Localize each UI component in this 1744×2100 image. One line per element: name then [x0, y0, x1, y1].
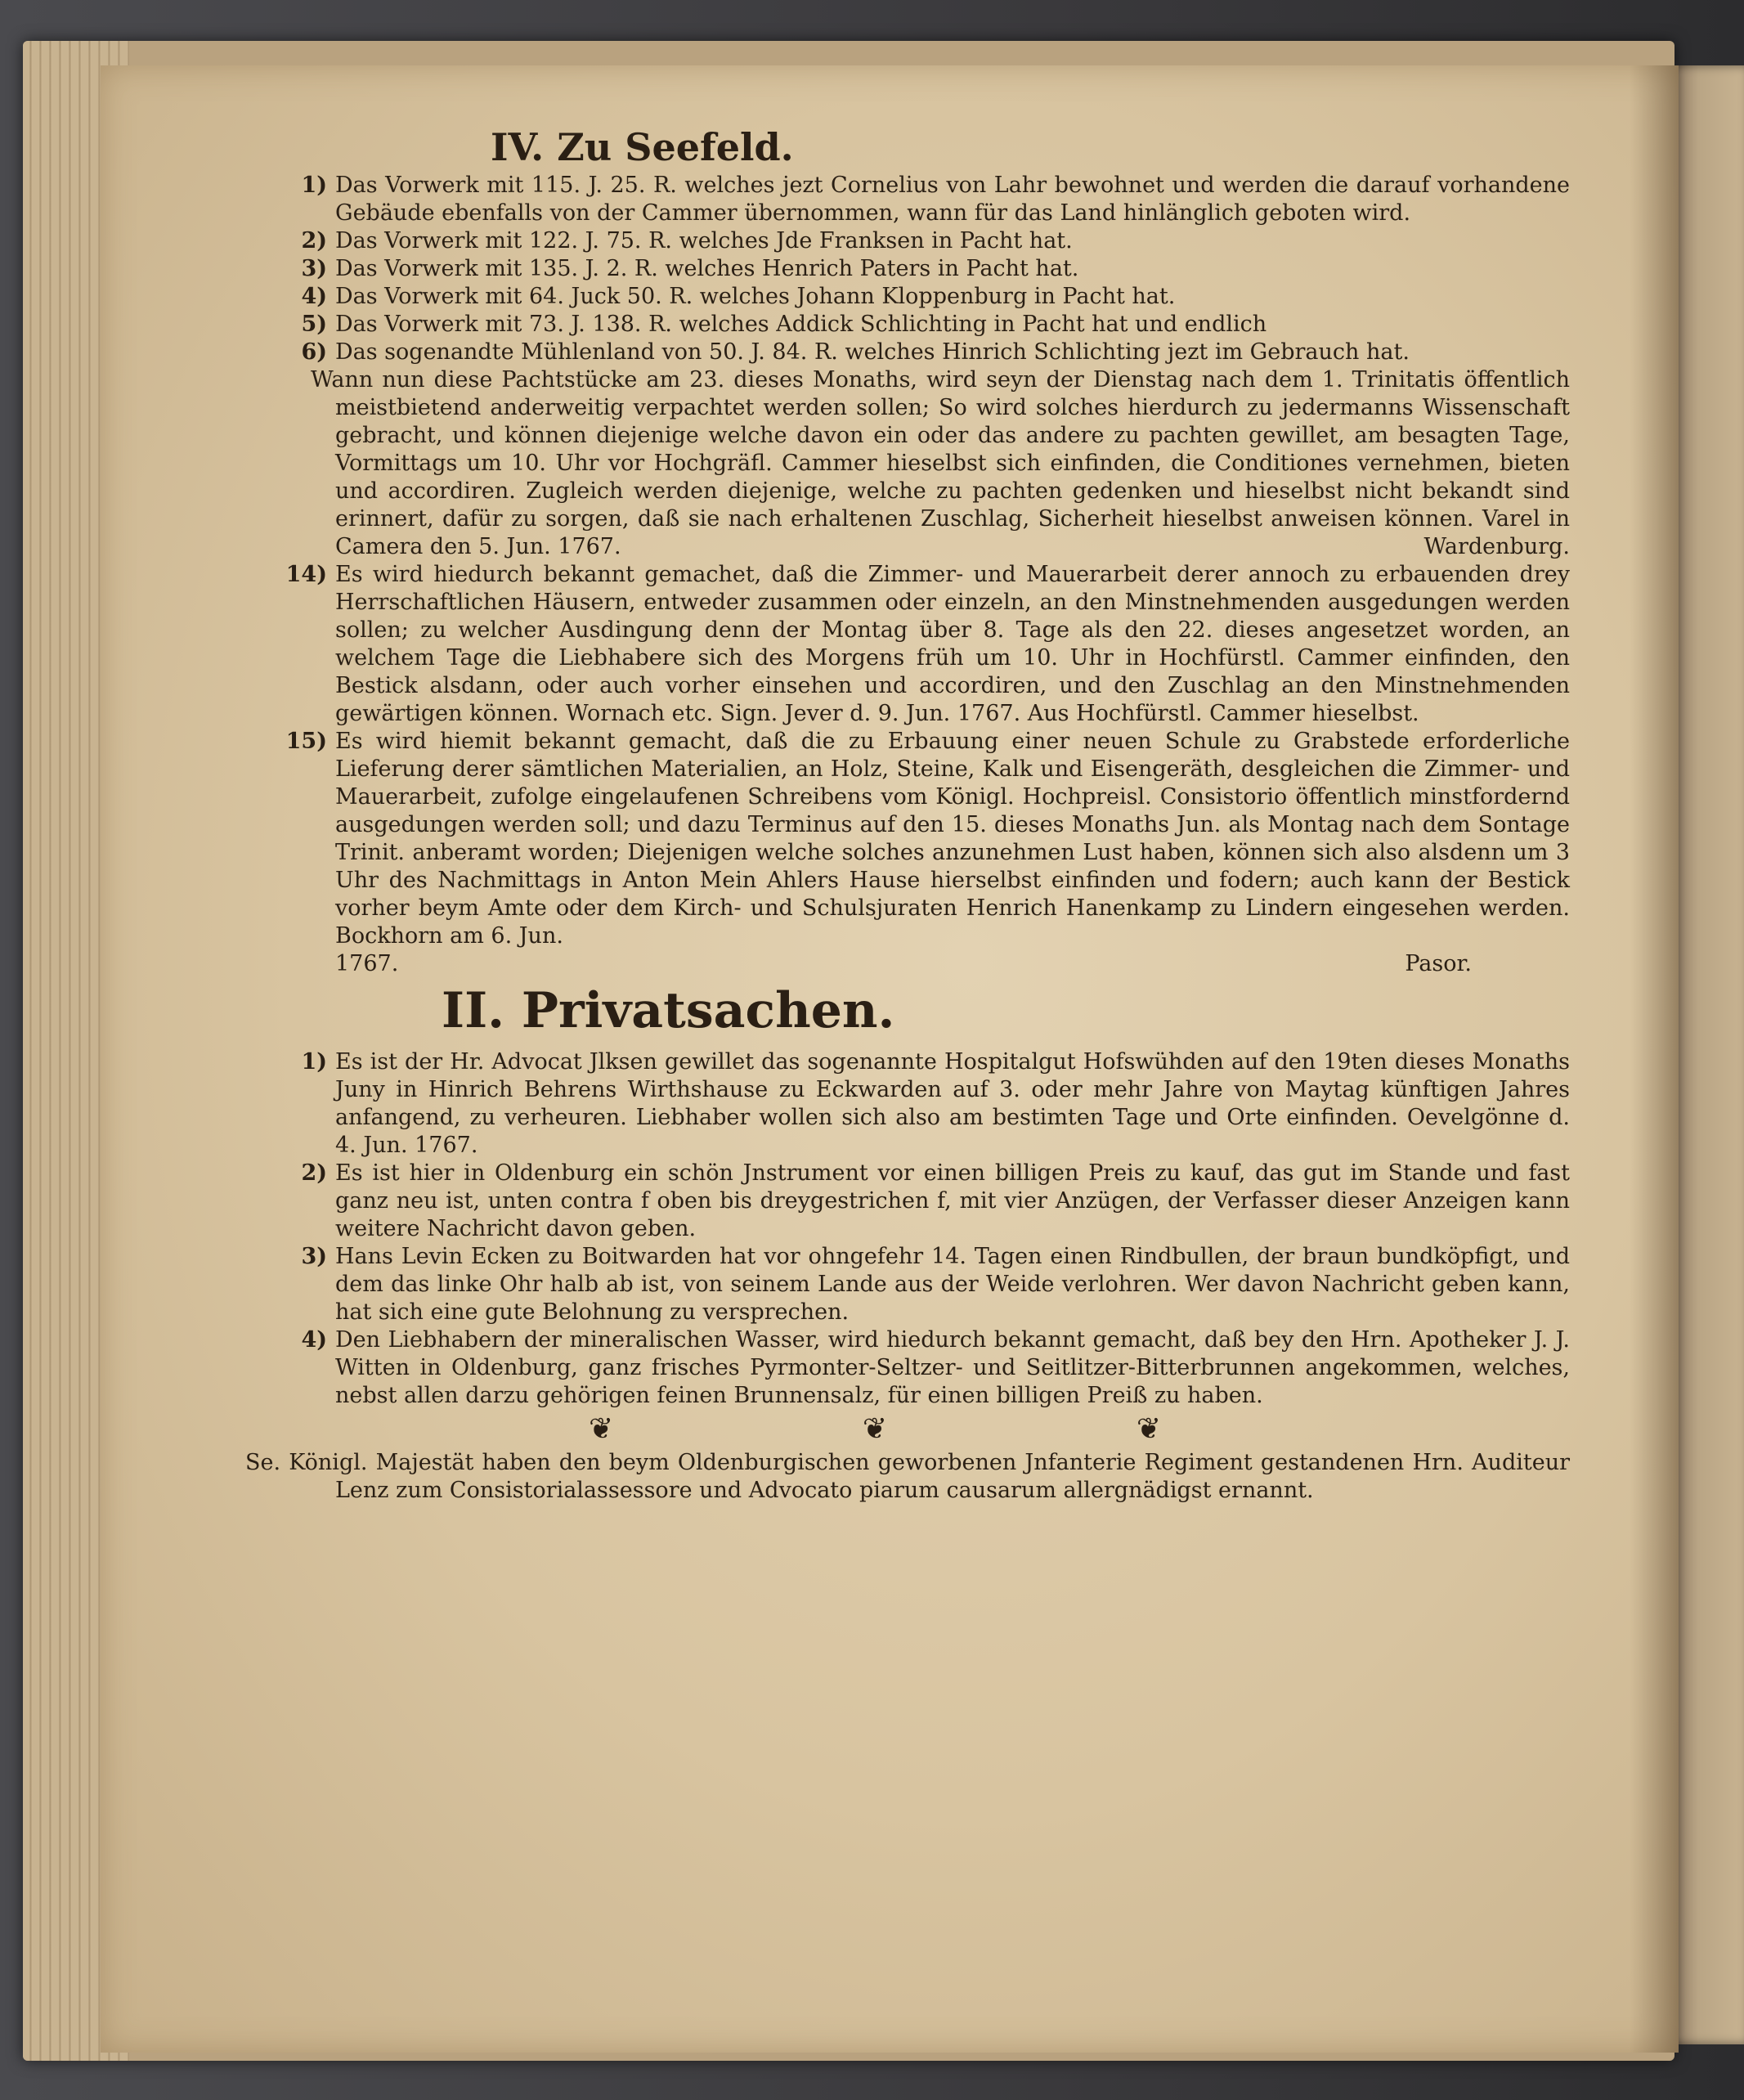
page-content: [245, 123, 1570, 1505]
item-number: 2): [301, 1160, 327, 1186]
item-text: Das Vorwerk mit 73. J. 138. R. welches Addick Schlichting in Pacht hat und endlich: [335, 312, 1267, 337]
private-item: [245, 1326, 1570, 1410]
item-text: Es ist hier in Oldenburg ein schön Jnstrument vor einen billigen Preis zu kauf, das gut im Stande und fast ganz neu ist, unten contra f oben bis dreygestrichen f, mit vier Anzügen, der Verfasser dieser Anzeigen kann weitere Nachricht davon geben.: [335, 1160, 1570, 1241]
notice-15-footer: [245, 950, 1570, 978]
private-item: [245, 1048, 1570, 1160]
notice-number: 15): [285, 729, 327, 754]
item-text: Das Vorwerk mit 64. Juck 50. R. welches Johann Kloppenburg in Pacht hat.: [335, 284, 1176, 309]
notice-signature: Pasor.: [1405, 951, 1472, 976]
item-text: Das Vorwerk mit 115. J. 25. R. welches jezt Cornelius von Lahr bewohnet und werden die darauf vorhandene Gebäude ebenfalls von der Cammer übernommen, wann für das Land hinlänglich geboten wird.: [335, 173, 1570, 226]
item-number: 2): [301, 228, 327, 254]
notice-text: Es wird hiemit bekannt gemacht, daß die zu Erbauung einer neuen Schule zu Grabstede erforderliche Lieferung derer sämtlichen Materialien, an Holz, Steine, Kalk und Eisengeräth, desgleichen die Zimmer- und Mauerarbeit, zufolge eingelaufenen Schreibens vom Königl. Hochpreisl. Consistorio öffentlich minstfordernd ausgedungen werden soll; und dazu Terminus auf den 15. dieses Monaths Jun. als Montag nach dem Sontage Trinit. anberamt worden; Diejenigen welche solches anzunehmen Lust haben, können sich also alsdenn um 3 Uhr des Nachmittags in Anton Mein Ahlers Hause hierselbst einfinden und fodern; auch kann der Bestick vorher beym Amte oder dem Kirch- und Schulsjuraten Henrich Hanenkamp zu Lindern eingesehen werden. Bockhorn am 6. Jun.: [335, 729, 1570, 949]
item-number: 1): [301, 1049, 327, 1075]
list-item: [245, 227, 1570, 255]
section-heading-ii: II. Privatsachen.: [442, 982, 895, 1039]
notice-date: 1767.: [335, 951, 399, 976]
list-item: [245, 311, 1570, 339]
item-text: Hans Levin Ecken zu Boitwarden hat vor ohngefehr 14. Tagen einen Rindbullen, der braun bundköpfigt, und dem das linke Ohr halb ab ist, von seinem Lande aus der Weide verlohren. Wer davon Nachricht geben kann, hat sich eine gute Belohnung zu versprechen.: [335, 1244, 1570, 1325]
list-item: [245, 255, 1570, 283]
ornament-icon: ❦: [862, 1412, 888, 1446]
closing-text: Wann nun diese Pachtstücke am 23. dieses Monaths, wird seyn der Dienstag nach dem 1. Trinitatis öffentlich meistbietend anderweitig verpachtet werden sollen; So wird solches hierdurch zu jedermanns Wissenschaft gebracht, und können diejenige welche davon ein oder das andere zu pachten gewillet, am besagten Tage, Vormittags um 10. Uhr vor Hochgräfl. Cammer hieselbst sich einfinden, die Conditiones vernehmen, bieten und accordiren. Zugleich werden diejenige, welche zu pachten gedenken und hieselbst nicht bekandt sind erinnert, dafür zu sorgen, daß sie nach erhaltenen Zuschlag, Sicherheit hieselbst anweisen können. Varel in Camera den 5. Jun. 1767.: [311, 367, 1570, 559]
item-number: 3): [301, 1244, 327, 1269]
item-number: 1): [301, 173, 327, 198]
notice-number: 14): [285, 562, 327, 587]
item-number: 5): [301, 312, 327, 337]
item-text: Das Vorwerk mit 135. J. 2. R. welches Henrich Paters in Pacht hat.: [335, 256, 1079, 281]
ornament-divider: [589, 1413, 1161, 1446]
notice-15: [245, 728, 1570, 950]
item-number: 6): [301, 339, 327, 365]
final-notice: [245, 1449, 1570, 1505]
list-item: [245, 339, 1570, 366]
notice-14: [245, 561, 1570, 728]
private-item: [245, 1243, 1570, 1326]
closing-signature: Wardenburg.: [1423, 534, 1570, 559]
item-text: Das Vorwerk mit 122. J. 75. R. welches Jde Franksen in Pacht hat.: [335, 228, 1073, 254]
final-notice-text: Se. Königl. Majestät haben den beym Oldenburgischen geworbenen Jnfanterie Regiment gestandenen Hrn. Auditeur Lenz zum Consistorialassessore und Advocato piarum causarum allergnädigst ernannt.: [245, 1450, 1570, 1503]
ornament-icon: ❦: [1136, 1412, 1161, 1446]
ornament-icon: ❦: [589, 1412, 614, 1446]
notice-text: Es wird hiedurch bekannt gemachet, daß die Zimmer- und Mauerarbeit derer annoch zu erbauenden drey Herrschaftlichen Häusern, entweder zusammen oder einzeln, an den Minstnehmenden ausgedungen werden sollen; zu welcher Ausdingung denn der Montag über 8. Tage als den 22. dieses angesetzet worden, an welchem Tage die Liebhabere sich des Morgens früh um 10. Uhr in Hochfürstl. Cammer einfinden, den Bestick alsdann, oder auch vorher einsehen und accordiren, und den Zuschlag an den Minstnehmenden gewärtigen können. Wornach etc. Sign. Jever d. 9. Jun. 1767. Aus Hochfürstl. Cammer hieselbst.: [335, 562, 1570, 726]
item-number: 4): [301, 284, 327, 309]
facing-page-edge: [1668, 65, 1744, 2044]
section-heading-iv: IV. Zu Seefeld.: [491, 125, 794, 169]
section-iv-closing: [245, 366, 1570, 561]
item-text: Das sogenandte Mühlenland von 50. J. 84. R. welches Hinrich Schlichting jezt im Gebrauch hat.: [335, 339, 1410, 365]
page-gutter-shadow: [1630, 65, 1679, 2053]
item-number: 4): [301, 1327, 327, 1353]
item-text: Es ist der Hr. Advocat Jlksen gewillet das sogenannte Hospitalgut Hofswühden auf den 19ten dieses Monaths Juny in Hinrich Behrens Wirthshause zu Eckwarden auf 3. oder mehr Jahre von Maytag künftigen Jahres anfangend, zu verheuren. Liebhaber wollen sich also am bestimten Tage und Orte einfinden. Oevelgönne d. 4. Jun. 1767.: [335, 1049, 1570, 1158]
item-number: 3): [301, 256, 327, 281]
list-item: [245, 283, 1570, 311]
item-text: Den Liebhabern der mineralischen Wasser, wird hiedurch bekannt gemacht, daß bey den Hrn. Apotheker J. J. Witten in Oldenburg, ganz frisches Pyrmonter-Seltzer- und Seitlitzer-Bitterbrunnen angekommen, welches, nebst allen darzu gehörigen feinen Brunnensalz, für einen billigen Preiß zu haben.: [335, 1327, 1570, 1408]
private-item: [245, 1160, 1570, 1243]
list-item: [245, 172, 1570, 227]
